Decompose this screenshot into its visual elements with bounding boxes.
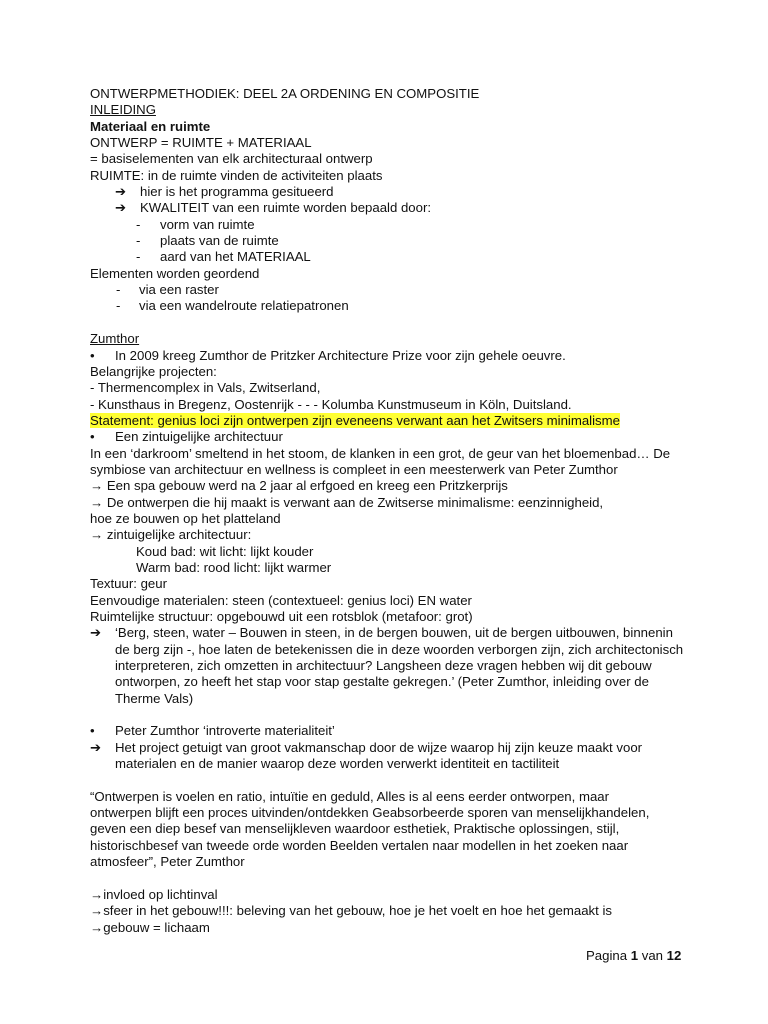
bullet-item bbox=[90, 348, 690, 364]
spacer bbox=[90, 707, 690, 723]
bullet-item bbox=[90, 429, 690, 445]
doc-title: ONTWERPMETHODIEK: DEEL 2A ORDENING EN COMPOSITIE bbox=[90, 86, 480, 101]
dash-item bbox=[90, 249, 690, 265]
spacer bbox=[90, 772, 690, 788]
arrow-icon: ➔ bbox=[90, 625, 102, 641]
text-line: → zintuigelijke architectuur: bbox=[90, 527, 252, 543]
section-heading-zumthor: Zumthor bbox=[90, 331, 140, 347]
text-line: →invloed op lichtinval bbox=[90, 886, 218, 902]
dash-icon: - bbox=[136, 216, 141, 232]
text-line: Textuur: geur bbox=[90, 576, 167, 592]
arrow-line: materialen en de manier waarop deze worden verwerkt identiteit en tactiliteit bbox=[115, 756, 560, 772]
arrow-icon: ➔ bbox=[115, 184, 127, 200]
bullet-item-text: Een zintuigelijke architectuur bbox=[115, 429, 283, 445]
bullet-icon: • bbox=[90, 723, 95, 739]
arrow-icon: ➔ bbox=[115, 200, 127, 216]
text-line: Elementen worden geordend bbox=[90, 265, 260, 281]
dash-item-text: via een raster bbox=[139, 282, 219, 298]
citation-line: atmosfeer”, Peter Zumthor bbox=[90, 854, 245, 870]
text-line: = basiselementen van elk architecturaal ontwerp bbox=[90, 151, 373, 167]
footer-middle: van bbox=[638, 948, 667, 963]
text-line: Eenvoudige materialen: steen (contextueel: genius loci) EN water bbox=[90, 592, 472, 608]
quote-line: interpreteren, zich omzetten in architectuur? Langsheen deze vragen hebben wij dit gebouw bbox=[115, 658, 652, 674]
dash-item-text: plaats van de ruimte bbox=[160, 233, 279, 249]
bullet-item-text: In 2009 kreeg Zumthor de Pritzker Architecture Prize voor zijn gehele oeuvre. bbox=[115, 347, 566, 363]
arrow-item bbox=[90, 200, 690, 216]
arrow-quote bbox=[90, 740, 690, 773]
page-footer bbox=[586, 948, 681, 963]
bullet-item bbox=[90, 723, 690, 739]
bullet-icon: • bbox=[90, 429, 95, 445]
dash-item bbox=[90, 298, 690, 314]
text-line: Warm bad: rood licht: lijkt warmer bbox=[136, 559, 332, 575]
subheading-materiaal: Materiaal en ruimte bbox=[90, 118, 211, 134]
document-page bbox=[90, 86, 690, 936]
arrow-item-text: hier is het programma gesitueerd bbox=[140, 184, 334, 200]
quote-line: Therme Vals) bbox=[115, 690, 194, 706]
arrow-line: Het project getuigt van groot vakmanschap door de wijze waarop hij zijn keuze maakt voor bbox=[115, 739, 643, 755]
spacer bbox=[90, 871, 690, 887]
text-line: Koud bad: wit licht: lijkt kouder bbox=[136, 543, 314, 559]
text-line: →gebouw = lichaam bbox=[90, 919, 210, 935]
dash-icon: - bbox=[116, 298, 121, 314]
text-line: Belangrijke projecten: bbox=[90, 363, 217, 379]
quote-line: ‘Berg, steen, water – Bouwen in steen, in de bergen bouwen, uit de bergen uitbouwen, binnenin bbox=[115, 625, 673, 641]
text-line: In een ‘darkroom’ smeltend in het stoom, de klanken in een grot, de geur van het bloemenbad… De bbox=[90, 445, 671, 461]
text-line: →sfeer in het gebouw!!!: beleving van het gebouw, hoe je het voelt en hoe het gemaakt is bbox=[90, 903, 612, 919]
dash-icon: - bbox=[116, 282, 121, 298]
arrow-block bbox=[115, 740, 690, 773]
dash-icon: - bbox=[136, 249, 141, 265]
text-line: symbiose van architectuur en wellness is compleet in een meesterwerk van Peter Zumthor bbox=[90, 461, 618, 477]
highlighted-statement: Statement: genius loci zijn ontwerpen zijn eveneens verwant aan het Zwitsers minimalisme bbox=[90, 412, 620, 428]
bullet-item-text: Peter Zumthor ‘introverte materialiteit’ bbox=[115, 723, 335, 739]
quote-block bbox=[115, 625, 690, 707]
dash-item bbox=[90, 217, 690, 233]
arrow-item-text: KWALITEIT van een ruimte worden bepaald door: bbox=[140, 200, 432, 216]
bullet-icon: • bbox=[90, 347, 95, 363]
text-line: → Een spa gebouw werd na 2 jaar al erfgoed en kreeg een Pritzkerprijs bbox=[90, 478, 508, 494]
dash-icon: - bbox=[136, 233, 141, 249]
text-line: → De ontwerpen die hij maakt is verwant aan de Zwitserse minimalisme: eenzinnigheid, bbox=[90, 494, 604, 510]
text-line: RUIMTE: in de ruimte vinden de activiteiten plaats bbox=[90, 167, 383, 183]
citation-line: historischbesef van tweede orde worden Beelden vertalen naar modellen in het zoeken naar bbox=[90, 837, 629, 853]
text-line: - Thermencomplex in Vals, Zwitserland, bbox=[90, 380, 321, 396]
page-number: 1 bbox=[630, 948, 639, 963]
text-line: hoe ze bouwen op het platteland bbox=[90, 510, 281, 526]
dash-item-text: via een wandelroute relatiepatronen bbox=[139, 298, 349, 314]
text-line: ONTWERP = RUIMTE + MATERIAAL bbox=[90, 135, 312, 151]
arrow-quote bbox=[90, 625, 690, 707]
dash-item-text: vorm van ruimte bbox=[160, 216, 255, 232]
footer-prefix: Pagina bbox=[586, 948, 631, 963]
page-total: 12 bbox=[666, 948, 682, 963]
dash-item bbox=[90, 233, 690, 249]
quote-line: ontworpen, zo heeft het stap voor stap gestalte gekregen.’ (Peter Zumthor, inleiding over de bbox=[115, 674, 649, 690]
spacer bbox=[90, 315, 690, 331]
dash-item-text: aard van het MATERIAAL bbox=[160, 249, 311, 265]
text-line: - Kunsthaus in Bregenz, Oostenrijk - - - Kolumba Kunstmuseum in Köln, Duitsland. bbox=[90, 396, 572, 412]
citation-line: ontwerpen blijft een proces uitvinden/ontdekken Geabsorbeerde sporen van menselijkhandelen, bbox=[90, 805, 650, 821]
arrow-icon: ➔ bbox=[90, 739, 102, 755]
citation-line: geven een diep besef van menselijkleven waardoor esthetiek, Praktische oplossingen, stijl, bbox=[90, 821, 620, 837]
dash-item bbox=[90, 282, 690, 298]
arrow-item bbox=[90, 184, 690, 200]
citation-line: “Ontwerpen is voelen en ratio, intuïtie en geduld, Alles is al eens eerder ontworpen, maar bbox=[90, 788, 610, 804]
section-heading-inleiding: INLEIDING bbox=[90, 102, 156, 118]
text-line: Ruimtelijke structuur: opgebouwd uit een rotsblok (metafoor: grot) bbox=[90, 609, 473, 624]
quote-line: de berg zijn -, hoe laten de betekenissen die in deze woorden verborgen zijn, zich architectonisch bbox=[115, 641, 684, 657]
